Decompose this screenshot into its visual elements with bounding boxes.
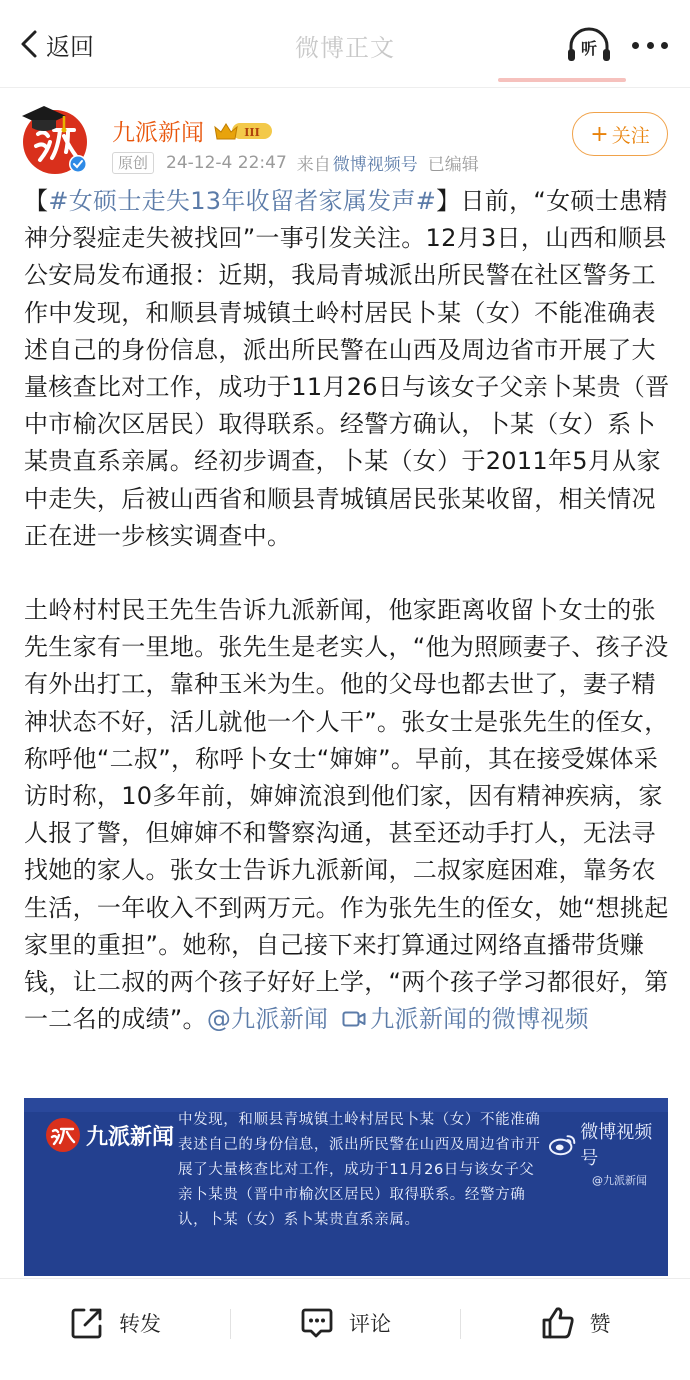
thumbs-up-icon: [540, 1305, 576, 1341]
post-meta: [112, 150, 479, 175]
original-tag: 原创: [112, 152, 154, 174]
paragraph-1-text: 】日前，“女硕士患精神分裂症走失被找回”一事引发关注。12月3日，山西和顺县公安局发布通报：近期，我局青城派出所民警在社区警务工作中发现，和顺县青城镇土岭村居民卜某（女）不能准确表述自己的身份信息，派出所民警在山西及周边省市开展了大量核查比对工作，成功于11月26日与该女子父亲卜某贵（晋中市榆次区居民）取得联系。经警方确认，卜某（女）系卜某贵直系亲属。经初步调查，卜某（女）于2011年5月从家中走失，后被山西省和顺县青城镇居民张某收留，相关情况正在进一步核实调查中。: [24, 187, 670, 550]
dot-icon: [632, 42, 639, 49]
vip-crown-badge-icon[interactable]: [212, 119, 274, 143]
paragraph-1: [24, 183, 672, 555]
mention-link[interactable]: @九派新闻: [206, 1005, 329, 1034]
jiupai-logo-icon: [44, 1116, 82, 1154]
hashtag-link[interactable]: #女硕士走失13年收留者家属发声#: [48, 187, 437, 215]
video-logo: [44, 1116, 174, 1154]
comment-label: 评论: [349, 1312, 391, 1336]
dot-icon: [647, 42, 654, 49]
vip-level: III: [244, 125, 260, 139]
share-icon: [69, 1305, 105, 1341]
paragraph-2-text: 土岭村村民王先生告诉九派新闻，他家距离收留卜女士的张先生家有一里地。张先生是老实人，“他为照顾妻子、孩子没有外出打工，靠种玉米为生。他的父母也都去世了，妻子精神状态不好，活儿就他一个人干”。张女士是张先生的侄女，称呼他“二叔”，称呼卜女士“婶婶”。早前，其在接受媒体采访时称，10多年前，婶婶流浪到他们家，因有精神疾病，家人报了警，但婶婶不和警察沟通，甚至还动手打人，无法寻找她的家人。张女士告诉九派新闻，二叔家庭困难，靠务农生活，一年收入不到两万元。作为张先生的侄女，她“想挑起家里的重担”。她称，自己接下来打算通过网络直播带货赚钱，让二叔的两个孩子好好上学，“两个孩子学习都很好，第一二名的成绩”。: [24, 596, 669, 1034]
repost-button[interactable]: [0, 1279, 230, 1367]
video-player[interactable]: [24, 1098, 668, 1276]
page-title: 微博正文: [295, 34, 395, 62]
like-button[interactable]: [460, 1279, 690, 1367]
more-options-button[interactable]: [632, 42, 668, 50]
video-link-label: 九派新闻的微博视频: [370, 1005, 589, 1034]
post-source-link[interactable]: 微博视频号: [332, 155, 418, 175]
plus-icon: +: [590, 121, 609, 147]
top-nav-bar: [0, 0, 690, 88]
video-link[interactable]: [336, 1005, 589, 1033]
watermark-text: 微博视频号: [580, 1122, 653, 1169]
listen-button[interactable]: [566, 26, 612, 64]
source-prefix: 来自: [296, 155, 331, 175]
follow-label: 关注: [611, 124, 650, 147]
avatar[interactable]: [18, 100, 94, 176]
dot-icon: [661, 42, 668, 49]
bracket-open: 【: [24, 187, 49, 215]
video-camera-icon: [342, 1009, 366, 1029]
weibo-logo-icon: [548, 1132, 577, 1156]
post-body: [24, 183, 672, 1038]
jiupai-avatar-icon: [18, 100, 94, 176]
follow-button[interactable]: [572, 112, 668, 156]
pull-indicator: [498, 78, 626, 82]
author-name[interactable]: 九派新闻: [112, 120, 204, 146]
author-header: [0, 92, 690, 182]
bottom-action-bar: [0, 1278, 690, 1380]
video-watermark: [548, 1118, 668, 1188]
comment-icon: [299, 1305, 335, 1341]
like-label: 赞: [589, 1312, 611, 1336]
paragraph-2: [24, 592, 672, 1038]
edited-label: 已编辑: [427, 155, 479, 175]
post-time: 24-12-4 22:47: [166, 152, 287, 173]
video-logo-text: 九派新闻: [86, 1123, 175, 1150]
comment-button[interactable]: [230, 1279, 460, 1367]
video-caption: 中发现，和顺县青城镇土岭村居民卜某（女）不能准确表述自己的身份信息，派出所民警在山西及周边省市开展了大量核查比对工作，成功于11月26日与该女子父亲卜某贵（晋中市榆次区居民）取得联系。经警方确认，卜某（女）系卜某贵直系亲属。: [178, 1112, 541, 1228]
repost-label: 转发: [119, 1312, 161, 1336]
listen-label: 听: [580, 39, 597, 58]
watermark-account: @九派新闻: [592, 1174, 647, 1187]
back-label: 返回: [46, 32, 94, 61]
